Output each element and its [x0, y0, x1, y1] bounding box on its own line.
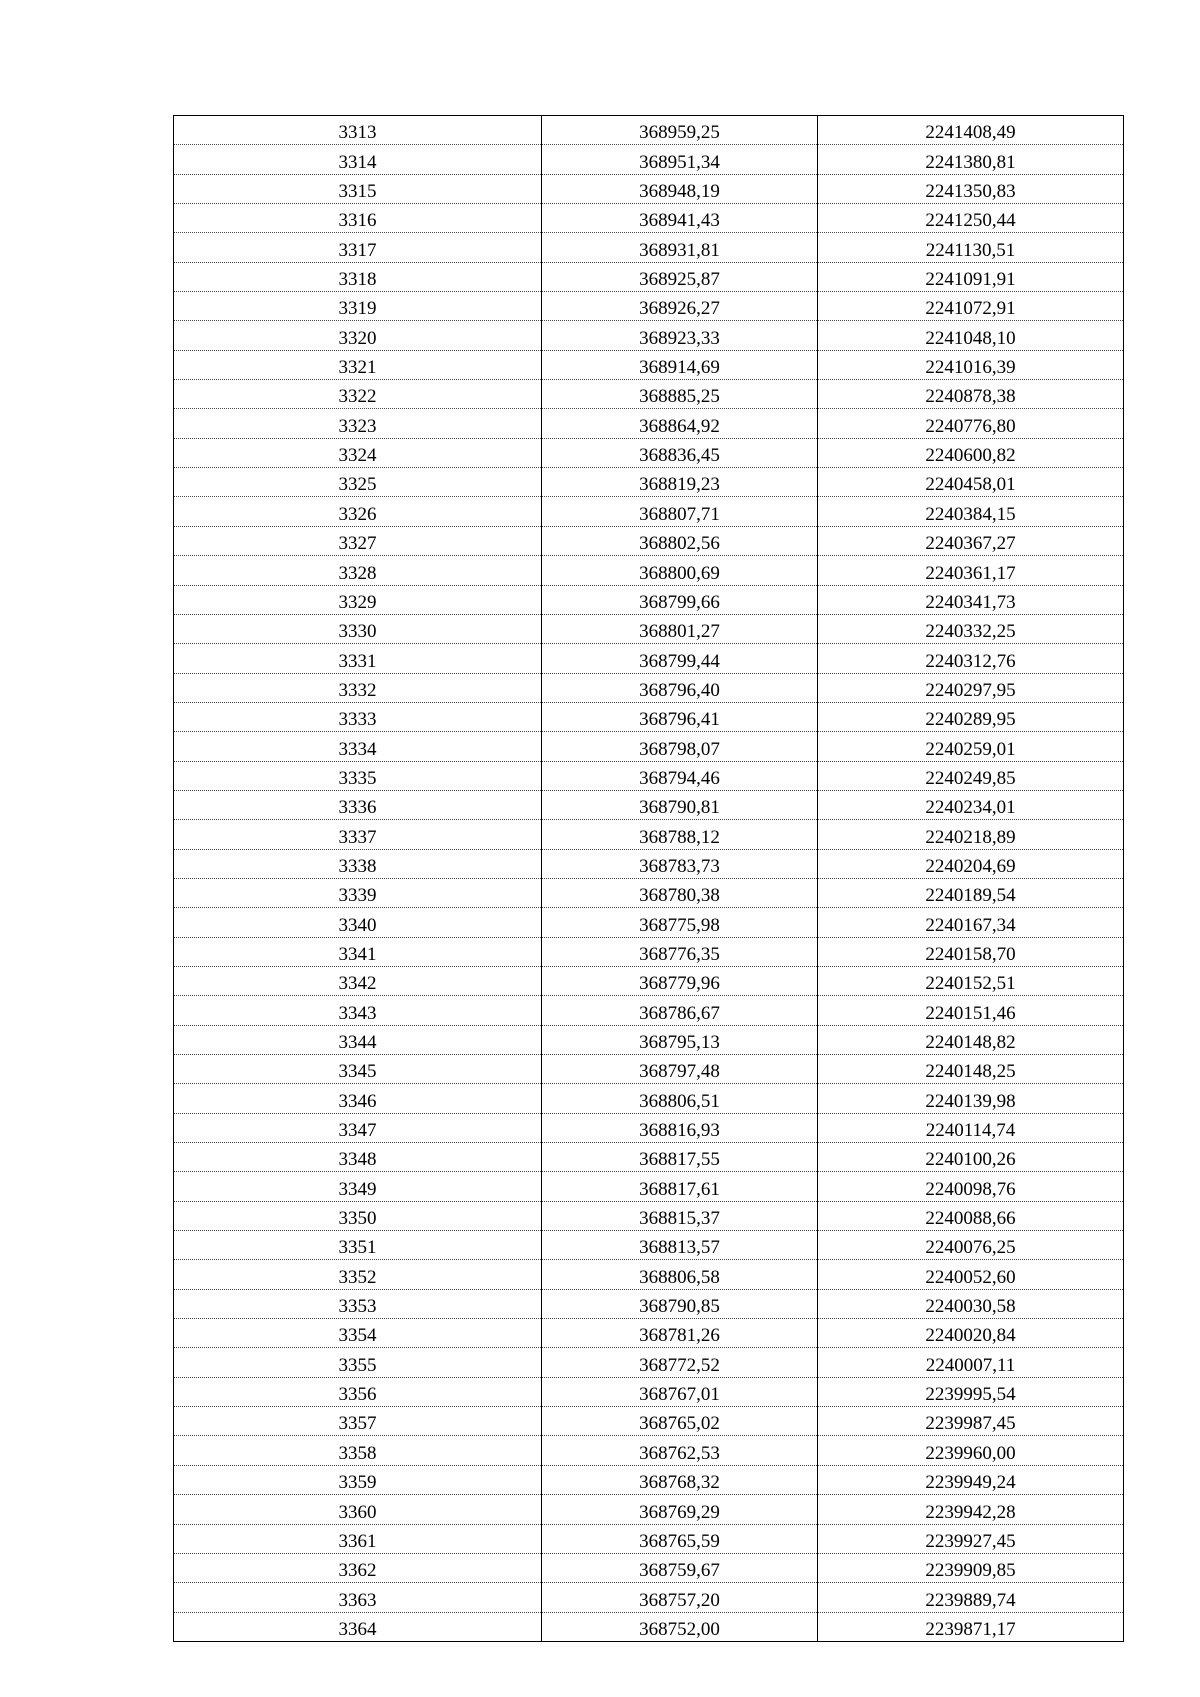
table-row [174, 614, 1124, 643]
point-number-cell: 3352 [174, 1260, 542, 1289]
y-coordinate-cell: 2240384,15 [818, 497, 1124, 526]
table-row [174, 1025, 1124, 1054]
point-number-cell: 3331 [174, 644, 542, 673]
y-coordinate-cell: 2240312,76 [818, 644, 1124, 673]
point-number-cell: 3326 [174, 497, 542, 526]
y-coordinate-cell: 2239942,28 [818, 1495, 1124, 1524]
y-coordinate-cell: 2240297,95 [818, 673, 1124, 702]
y-coordinate-cell: 2240167,34 [818, 908, 1124, 937]
x-coordinate-cell: 368786,67 [542, 996, 818, 1025]
point-number-cell: 3358 [174, 1436, 542, 1465]
y-coordinate-cell: 2240218,89 [818, 820, 1124, 849]
table-row [174, 292, 1124, 321]
table-row [174, 380, 1124, 409]
x-coordinate-cell: 368914,69 [542, 350, 818, 379]
y-coordinate-cell: 2240088,66 [818, 1201, 1124, 1230]
x-coordinate-cell: 368817,61 [542, 1172, 818, 1201]
x-coordinate-cell: 368798,07 [542, 732, 818, 761]
point-number-cell: 3336 [174, 790, 542, 819]
table-row [174, 820, 1124, 849]
point-number-cell: 3328 [174, 556, 542, 585]
point-number-cell: 3320 [174, 321, 542, 350]
table-row [174, 1289, 1124, 1318]
x-coordinate-cell: 368772,52 [542, 1348, 818, 1377]
y-coordinate-cell: 2240361,17 [818, 556, 1124, 585]
point-number-cell: 3350 [174, 1201, 542, 1230]
x-coordinate-cell: 368759,67 [542, 1553, 818, 1582]
table-row [174, 1465, 1124, 1494]
x-coordinate-cell: 368795,13 [542, 1025, 818, 1054]
table-row [174, 585, 1124, 614]
x-coordinate-cell: 368775,98 [542, 908, 818, 937]
point-number-cell: 3348 [174, 1143, 542, 1172]
x-coordinate-cell: 368790,81 [542, 790, 818, 819]
y-coordinate-cell: 2240458,01 [818, 468, 1124, 497]
y-coordinate-cell: 2240007,11 [818, 1348, 1124, 1377]
point-number-cell: 3338 [174, 849, 542, 878]
table-row [174, 350, 1124, 379]
y-coordinate-cell: 2240020,84 [818, 1319, 1124, 1348]
point-number-cell: 3339 [174, 878, 542, 907]
point-number-cell: 3346 [174, 1084, 542, 1113]
table-row [174, 644, 1124, 673]
y-coordinate-cell: 2241130,51 [818, 233, 1124, 262]
x-coordinate-cell: 368926,27 [542, 292, 818, 321]
coordinates-table [173, 115, 1124, 1642]
point-number-cell: 3361 [174, 1524, 542, 1553]
coordinates-table-body [174, 116, 1124, 1642]
x-coordinate-cell: 368959,25 [542, 116, 818, 145]
x-coordinate-cell: 368781,26 [542, 1319, 818, 1348]
point-number-cell: 3356 [174, 1377, 542, 1406]
y-coordinate-cell: 2240776,80 [818, 409, 1124, 438]
table-row [174, 1583, 1124, 1612]
y-coordinate-cell: 2241380,81 [818, 145, 1124, 174]
y-coordinate-cell: 2240332,25 [818, 614, 1124, 643]
point-number-cell: 3324 [174, 438, 542, 467]
x-coordinate-cell: 368885,25 [542, 380, 818, 409]
point-number-cell: 3359 [174, 1465, 542, 1494]
point-number-cell: 3351 [174, 1231, 542, 1260]
point-number-cell: 3353 [174, 1289, 542, 1318]
point-number-cell: 3357 [174, 1407, 542, 1436]
table-row [174, 1612, 1124, 1641]
y-coordinate-cell: 2241016,39 [818, 350, 1124, 379]
x-coordinate-cell: 368836,45 [542, 438, 818, 467]
point-number-cell: 3332 [174, 673, 542, 702]
y-coordinate-cell: 2240259,01 [818, 732, 1124, 761]
x-coordinate-cell: 368765,59 [542, 1524, 818, 1553]
y-coordinate-cell: 2241408,49 [818, 116, 1124, 145]
table-row [174, 1319, 1124, 1348]
table-row [174, 1055, 1124, 1084]
x-coordinate-cell: 368794,46 [542, 761, 818, 790]
table-row [174, 1143, 1124, 1172]
table-row [174, 702, 1124, 731]
x-coordinate-cell: 368948,19 [542, 174, 818, 203]
point-number-cell: 3343 [174, 996, 542, 1025]
x-coordinate-cell: 368864,92 [542, 409, 818, 438]
y-coordinate-cell: 2240158,70 [818, 937, 1124, 966]
table-row [174, 1524, 1124, 1553]
table-row [174, 409, 1124, 438]
y-coordinate-cell: 2240234,01 [818, 790, 1124, 819]
point-number-cell: 3316 [174, 204, 542, 233]
table-row [174, 145, 1124, 174]
table-row [174, 1407, 1124, 1436]
y-coordinate-cell: 2240189,54 [818, 878, 1124, 907]
y-coordinate-cell: 2240148,25 [818, 1055, 1124, 1084]
point-number-cell: 3319 [174, 292, 542, 321]
x-coordinate-cell: 368783,73 [542, 849, 818, 878]
x-coordinate-cell: 368765,02 [542, 1407, 818, 1436]
table-row [174, 1172, 1124, 1201]
table-row [174, 174, 1124, 203]
x-coordinate-cell: 368790,85 [542, 1289, 818, 1318]
table-row [174, 262, 1124, 291]
point-number-cell: 3315 [174, 174, 542, 203]
point-number-cell: 3345 [174, 1055, 542, 1084]
table-row [174, 1084, 1124, 1113]
y-coordinate-cell: 2239927,45 [818, 1524, 1124, 1553]
y-coordinate-cell: 2239949,24 [818, 1465, 1124, 1494]
y-coordinate-cell: 2239987,45 [818, 1407, 1124, 1436]
y-coordinate-cell: 2240152,51 [818, 966, 1124, 995]
x-coordinate-cell: 368941,43 [542, 204, 818, 233]
table-row [174, 878, 1124, 907]
table-row [174, 732, 1124, 761]
x-coordinate-cell: 368762,53 [542, 1436, 818, 1465]
point-number-cell: 3342 [174, 966, 542, 995]
table-row [174, 1348, 1124, 1377]
x-coordinate-cell: 368780,38 [542, 878, 818, 907]
table-row [174, 673, 1124, 702]
y-coordinate-cell: 2241250,44 [818, 204, 1124, 233]
x-coordinate-cell: 368923,33 [542, 321, 818, 350]
point-number-cell: 3344 [174, 1025, 542, 1054]
table-row [174, 1260, 1124, 1289]
point-number-cell: 3323 [174, 409, 542, 438]
y-coordinate-cell: 2241072,91 [818, 292, 1124, 321]
point-number-cell: 3314 [174, 145, 542, 174]
table-row [174, 761, 1124, 790]
x-coordinate-cell: 368807,71 [542, 497, 818, 526]
x-coordinate-cell: 368796,41 [542, 702, 818, 731]
y-coordinate-cell: 2239889,74 [818, 1583, 1124, 1612]
x-coordinate-cell: 368801,27 [542, 614, 818, 643]
y-coordinate-cell: 2241350,83 [818, 174, 1124, 203]
x-coordinate-cell: 368813,57 [542, 1231, 818, 1260]
x-coordinate-cell: 368816,93 [542, 1113, 818, 1142]
table-row [174, 556, 1124, 585]
point-number-cell: 3321 [174, 350, 542, 379]
point-number-cell: 3341 [174, 937, 542, 966]
point-number-cell: 3354 [174, 1319, 542, 1348]
y-coordinate-cell: 2240367,27 [818, 526, 1124, 555]
x-coordinate-cell: 368951,34 [542, 145, 818, 174]
y-coordinate-cell: 2240249,85 [818, 761, 1124, 790]
table-row [174, 908, 1124, 937]
x-coordinate-cell: 368806,51 [542, 1084, 818, 1113]
y-coordinate-cell: 2240600,82 [818, 438, 1124, 467]
table-row [174, 849, 1124, 878]
y-coordinate-cell: 2239960,00 [818, 1436, 1124, 1465]
x-coordinate-cell: 368797,48 [542, 1055, 818, 1084]
y-coordinate-cell: 2241091,91 [818, 262, 1124, 291]
point-number-cell: 3349 [174, 1172, 542, 1201]
y-coordinate-cell: 2240114,74 [818, 1113, 1124, 1142]
table-row [174, 1436, 1124, 1465]
x-coordinate-cell: 368768,32 [542, 1465, 818, 1494]
point-number-cell: 3335 [174, 761, 542, 790]
y-coordinate-cell: 2239871,17 [818, 1612, 1124, 1641]
table-row [174, 1377, 1124, 1406]
y-coordinate-cell: 2240878,38 [818, 380, 1124, 409]
table-row [174, 438, 1124, 467]
table-row [174, 1495, 1124, 1524]
table-row [174, 233, 1124, 262]
x-coordinate-cell: 368802,56 [542, 526, 818, 555]
y-coordinate-cell: 2240204,69 [818, 849, 1124, 878]
table-row [174, 116, 1124, 145]
table-row [174, 1201, 1124, 1230]
table-row [174, 526, 1124, 555]
point-number-cell: 3340 [174, 908, 542, 937]
x-coordinate-cell: 368799,44 [542, 644, 818, 673]
x-coordinate-cell: 368806,58 [542, 1260, 818, 1289]
table-row [174, 497, 1124, 526]
table-row [174, 468, 1124, 497]
point-number-cell: 3362 [174, 1553, 542, 1582]
y-coordinate-cell: 2240076,25 [818, 1231, 1124, 1260]
table-row [174, 321, 1124, 350]
x-coordinate-cell: 368767,01 [542, 1377, 818, 1406]
point-number-cell: 3337 [174, 820, 542, 849]
x-coordinate-cell: 368788,12 [542, 820, 818, 849]
y-coordinate-cell: 2240341,73 [818, 585, 1124, 614]
table-row [174, 966, 1124, 995]
table-row [174, 996, 1124, 1025]
x-coordinate-cell: 368817,55 [542, 1143, 818, 1172]
table-row [174, 1231, 1124, 1260]
point-number-cell: 3318 [174, 262, 542, 291]
table-row [174, 1113, 1124, 1142]
point-number-cell: 3334 [174, 732, 542, 761]
y-coordinate-cell: 2239909,85 [818, 1553, 1124, 1582]
point-number-cell: 3333 [174, 702, 542, 731]
point-number-cell: 3355 [174, 1348, 542, 1377]
point-number-cell: 3317 [174, 233, 542, 262]
x-coordinate-cell: 368796,40 [542, 673, 818, 702]
y-coordinate-cell: 2240148,82 [818, 1025, 1124, 1054]
point-number-cell: 3360 [174, 1495, 542, 1524]
y-coordinate-cell: 2240098,76 [818, 1172, 1124, 1201]
y-coordinate-cell: 2240100,26 [818, 1143, 1124, 1172]
point-number-cell: 3363 [174, 1583, 542, 1612]
table-row [174, 1553, 1124, 1582]
x-coordinate-cell: 368769,29 [542, 1495, 818, 1524]
point-number-cell: 3329 [174, 585, 542, 614]
table-row [174, 937, 1124, 966]
x-coordinate-cell: 368779,96 [542, 966, 818, 995]
point-number-cell: 3347 [174, 1113, 542, 1142]
point-number-cell: 3313 [174, 116, 542, 145]
x-coordinate-cell: 368752,00 [542, 1612, 818, 1641]
point-number-cell: 3327 [174, 526, 542, 555]
x-coordinate-cell: 368776,35 [542, 937, 818, 966]
table-row [174, 204, 1124, 233]
x-coordinate-cell: 368819,23 [542, 468, 818, 497]
point-number-cell: 3364 [174, 1612, 542, 1641]
y-coordinate-cell: 2240030,58 [818, 1289, 1124, 1318]
point-number-cell: 3325 [174, 468, 542, 497]
x-coordinate-cell: 368800,69 [542, 556, 818, 585]
x-coordinate-cell: 368815,37 [542, 1201, 818, 1230]
x-coordinate-cell: 368925,87 [542, 262, 818, 291]
x-coordinate-cell: 368799,66 [542, 585, 818, 614]
y-coordinate-cell: 2239995,54 [818, 1377, 1124, 1406]
x-coordinate-cell: 368757,20 [542, 1583, 818, 1612]
y-coordinate-cell: 2241048,10 [818, 321, 1124, 350]
table-row [174, 790, 1124, 819]
y-coordinate-cell: 2240052,60 [818, 1260, 1124, 1289]
y-coordinate-cell: 2240289,95 [818, 702, 1124, 731]
x-coordinate-cell: 368931,81 [542, 233, 818, 262]
y-coordinate-cell: 2240151,46 [818, 996, 1124, 1025]
point-number-cell: 3330 [174, 614, 542, 643]
y-coordinate-cell: 2240139,98 [818, 1084, 1124, 1113]
point-number-cell: 3322 [174, 380, 542, 409]
